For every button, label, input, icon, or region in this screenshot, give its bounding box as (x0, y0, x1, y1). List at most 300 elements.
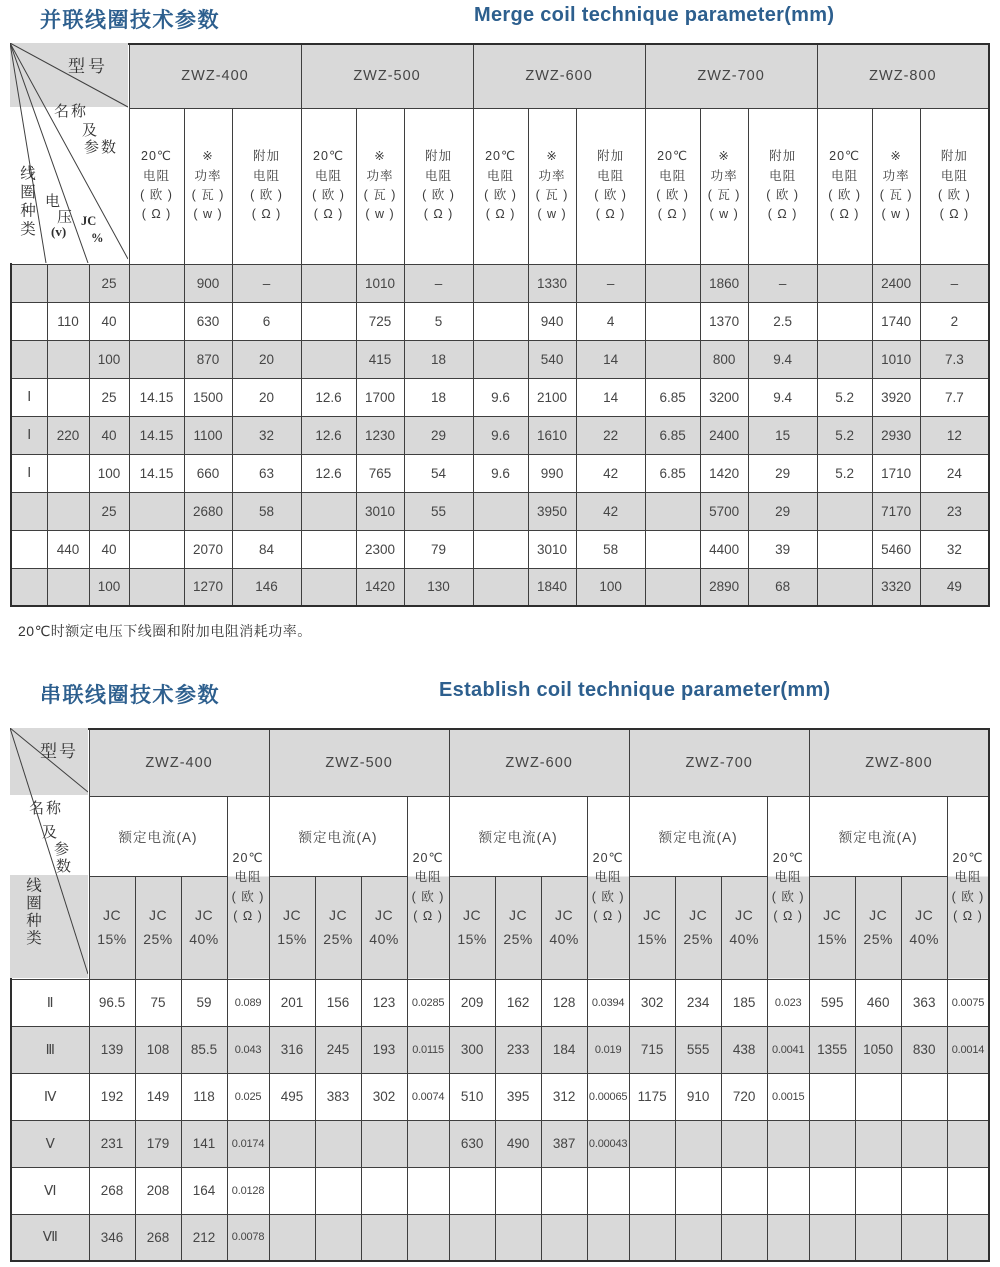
current-value-cell (809, 1214, 855, 1261)
jc-header-line: JC (102, 906, 122, 923)
value-cell (473, 340, 528, 378)
jc-header-line: 15% (637, 930, 667, 947)
value-cell: – (404, 264, 473, 302)
jc-header-line: JC (194, 906, 214, 923)
param-header-line: ( 欧 ) (766, 188, 799, 202)
current-value-cell: 1050 (855, 1026, 901, 1073)
coil-kind-cell: Ⅲ (11, 1026, 89, 1073)
current-value-cell (901, 1214, 947, 1261)
value-cell: 2100 (528, 378, 576, 416)
jc-header-line: JC (643, 906, 662, 923)
current-value-cell: 85.5 (181, 1026, 227, 1073)
current-value-cell: 139 (89, 1026, 135, 1073)
resistance-value-cell: 0.00043 (587, 1120, 629, 1167)
jc-header (89, 876, 135, 979)
table-row (11, 378, 989, 416)
value-cell: 12.6 (301, 454, 356, 492)
resistance-header-line: 电阻 (414, 870, 442, 885)
corner-label-model: 型号 (68, 57, 108, 76)
current-value-cell: 193 (361, 1026, 407, 1073)
param-header (473, 108, 528, 264)
jc-percent-cell: 100 (89, 454, 129, 492)
current-value-cell (855, 1167, 901, 1214)
table-row (11, 1026, 989, 1073)
value-cell: 2300 (356, 530, 404, 568)
current-value-cell: 715 (629, 1026, 675, 1073)
rated-current-header: 额定电流(A) (89, 796, 227, 876)
corner-label-model: 型号 (40, 742, 78, 761)
resistance-value-cell (767, 1120, 809, 1167)
value-cell (301, 302, 356, 340)
current-value-cell (541, 1167, 587, 1214)
jc-header-line: 40% (369, 930, 399, 947)
value-cell: – (576, 264, 645, 302)
value-cell (817, 492, 872, 530)
current-value-cell: 123 (361, 979, 407, 1026)
value-cell: 9.6 (473, 454, 528, 492)
value-cell (473, 530, 528, 568)
current-value-cell: 346 (89, 1214, 135, 1261)
value-cell: 415 (356, 340, 404, 378)
param-header (872, 108, 920, 264)
value-cell (473, 302, 528, 340)
param-header (920, 108, 989, 264)
value-cell: 32 (232, 416, 301, 454)
value-cell: 660 (184, 454, 232, 492)
resistance-header-line: ( Ω ) (773, 908, 803, 923)
current-value-cell: 302 (361, 1073, 407, 1120)
resistance-value-cell: 0.0074 (407, 1073, 449, 1120)
coil-kind-cell (11, 492, 47, 530)
param-header-line: ( Ω ) (657, 207, 688, 222)
table2-body (11, 979, 989, 1261)
table2-title-en: Establish coil technique parameter(mm) (439, 679, 831, 701)
value-cell: 2.5 (748, 302, 817, 340)
value-cell: 20 (232, 340, 301, 378)
model-header-ZWZ-700: ZWZ-700 (629, 729, 809, 796)
param-header-line: ※ (890, 149, 902, 164)
current-value-cell: 212 (181, 1214, 227, 1261)
current-value-cell (855, 1214, 901, 1261)
jc-percent-cell: 25 (89, 264, 129, 302)
value-cell: 3920 (872, 378, 920, 416)
current-value-cell: 630 (449, 1120, 495, 1167)
current-value-cell (629, 1167, 675, 1214)
current-value-cell (809, 1120, 855, 1167)
current-value-cell: 162 (495, 979, 541, 1026)
jc-row (11, 876, 989, 979)
current-value-cell (901, 1167, 947, 1214)
current-value-cell: 268 (135, 1214, 181, 1261)
current-value-cell (675, 1167, 721, 1214)
current-value-cell: 179 (135, 1120, 181, 1167)
value-cell: 6.85 (645, 416, 700, 454)
current-value-cell: 495 (269, 1073, 315, 1120)
param-header-line: 电阻 (253, 168, 281, 183)
table2-title-zh: 串联线圈技术参数 (40, 684, 220, 707)
jc-header (181, 876, 227, 979)
resistance-header (587, 796, 629, 979)
resistance-header-line: ( 欧 ) (411, 889, 445, 904)
jc-header (901, 876, 947, 979)
coil-kind-cell: Ⅱ (11, 979, 89, 1026)
current-value-cell (361, 1214, 407, 1261)
current-value-cell (495, 1167, 541, 1214)
param-header-line: ( 瓦 ) (535, 188, 569, 202)
current-value-cell: 156 (315, 979, 361, 1026)
value-cell: 1100 (184, 416, 232, 454)
value-cell: – (920, 264, 989, 302)
corner-label-voltage-2: 压 (57, 209, 73, 226)
current-value-cell (361, 1167, 407, 1214)
current-value-cell: 395 (495, 1073, 541, 1120)
corner-label-name: 名称 (29, 800, 64, 817)
param-header-line: 附加 (940, 149, 968, 164)
table1-corner-header (10, 43, 128, 263)
resistance-value-cell: 0.023 (767, 979, 809, 1026)
resistance-header-line: 20℃ (232, 850, 264, 865)
current-value-cell (315, 1167, 361, 1214)
param-header-line: 功率 (538, 168, 566, 183)
param-header-line: ( 瓦 ) (707, 188, 741, 202)
param-header (576, 108, 645, 264)
jc-percent-cell: 40 (89, 416, 129, 454)
param-header-line: 电阻 (315, 168, 343, 183)
model-header-ZWZ-600: ZWZ-600 (473, 44, 645, 108)
model-row (11, 44, 989, 108)
jc-header-line: JC (869, 906, 888, 923)
current-value-cell (495, 1214, 541, 1261)
value-cell (645, 530, 700, 568)
current-value-cell (315, 1214, 361, 1261)
value-cell: 1010 (872, 340, 920, 378)
param-header-line: ( 欧 ) (656, 188, 689, 202)
coil-kind-cell: Ⅰ (11, 454, 47, 492)
value-cell (301, 264, 356, 302)
jc-header-line: JC (509, 906, 528, 923)
resistance-value-cell: 0.043 (227, 1026, 269, 1073)
value-cell (817, 568, 872, 606)
jc-header-line: JC (282, 906, 302, 923)
current-value-cell (629, 1214, 675, 1261)
jc-header-line: 40% (909, 930, 939, 947)
jc-header (855, 876, 901, 979)
current-value-cell: 316 (269, 1026, 315, 1073)
value-cell: 24 (920, 454, 989, 492)
value-cell: 23 (920, 492, 989, 530)
param-header-line: ( Ω ) (423, 207, 454, 222)
value-cell: 2070 (184, 530, 232, 568)
value-cell (301, 568, 356, 606)
corner-label-and: 及 (42, 824, 58, 841)
param-header (748, 108, 817, 264)
param-header-line: 电阻 (831, 168, 859, 183)
jc-header (541, 876, 587, 979)
jc-header-line: 15% (97, 930, 127, 947)
resistance-header-line: ( Ω ) (233, 908, 263, 923)
resistance-header-line: 20℃ (952, 850, 984, 865)
param-header-line: ※ (546, 149, 558, 164)
jc-header-line: 25% (683, 930, 713, 947)
current-value-cell (675, 1214, 721, 1261)
param-header-line: ( Ω ) (251, 207, 282, 222)
voltage-cell (47, 454, 89, 492)
table1-footnote: 20℃时额定电压下线圈和附加电阻消耗功率。 (18, 623, 312, 639)
current-value-cell (269, 1214, 315, 1261)
value-cell: 1860 (700, 264, 748, 302)
current-value-cell (855, 1073, 901, 1120)
current-value-cell: 460 (855, 979, 901, 1026)
value-cell (645, 264, 700, 302)
current-value-cell (675, 1120, 721, 1167)
resistance-header-line: 20℃ (412, 850, 444, 865)
current-value-cell: 192 (89, 1073, 135, 1120)
resistance-value-cell: 0.0285 (407, 979, 449, 1026)
param-header-line: 电阻 (659, 168, 687, 183)
value-cell: 1840 (528, 568, 576, 606)
resistance-value-cell (947, 1167, 989, 1214)
current-value-cell: 209 (449, 979, 495, 1026)
value-cell: 800 (700, 340, 748, 378)
param-header-line: 附加 (425, 149, 453, 164)
corner-label-and: 及 (82, 122, 98, 139)
resistance-value-cell (407, 1167, 449, 1214)
table-row (11, 1167, 989, 1214)
resistance-header-line: ( Ω ) (593, 908, 623, 923)
resistance-value-cell (947, 1120, 989, 1167)
jc-header-line: 40% (729, 930, 759, 947)
jc-header-line: 40% (189, 930, 219, 947)
value-cell: 20 (232, 378, 301, 416)
value-cell: 2930 (872, 416, 920, 454)
current-value-cell: 720 (721, 1073, 767, 1120)
resistance-value-cell: 0.0128 (227, 1167, 269, 1214)
value-cell: 1740 (872, 302, 920, 340)
current-value-cell: 96.5 (89, 979, 135, 1026)
current-value-cell: 830 (901, 1026, 947, 1073)
param-header-line: 电阻 (597, 168, 625, 183)
table-row (11, 568, 989, 606)
value-cell: 39 (748, 530, 817, 568)
corner-label-param-1: 参 (54, 841, 70, 858)
value-cell: 9.4 (748, 340, 817, 378)
param-header-line: ( 欧 ) (828, 188, 862, 202)
param-header-line: ( w ) (365, 207, 395, 222)
value-cell (129, 302, 184, 340)
value-cell: 68 (748, 568, 817, 606)
jc-header (721, 876, 767, 979)
current-value-cell (541, 1214, 587, 1261)
current-value-cell (269, 1167, 315, 1214)
coil-kind-cell: Ⅰ (11, 378, 47, 416)
current-value-cell: 1175 (629, 1073, 675, 1120)
value-cell: 5.2 (817, 454, 872, 492)
voltage-cell (47, 492, 89, 530)
coil-kind-cell (11, 340, 47, 378)
jc-percent-cell: 40 (89, 530, 129, 568)
value-cell: 1230 (356, 416, 404, 454)
value-cell (473, 264, 528, 302)
current-value-cell: 208 (135, 1167, 181, 1214)
resistance-header-line: ( 欧 ) (951, 889, 985, 904)
value-cell: 14 (576, 340, 645, 378)
corner-label-jc: JC (81, 214, 97, 228)
value-cell: 3320 (872, 568, 920, 606)
param-header-line: 功率 (194, 168, 222, 183)
jc-header-line: 25% (503, 930, 533, 947)
param-header-line: ( Ω ) (767, 207, 798, 222)
current-value-cell: 383 (315, 1073, 361, 1120)
value-cell: 900 (184, 264, 232, 302)
value-cell: 1500 (184, 378, 232, 416)
resistance-header (407, 796, 449, 979)
current-value-cell: 490 (495, 1120, 541, 1167)
resistance-value-cell: 0.089 (227, 979, 269, 1026)
resistance-header-line: ( 欧 ) (231, 889, 265, 904)
resistance-value-cell: 0.0041 (767, 1026, 809, 1073)
param-header-line: ( w ) (881, 207, 911, 222)
jc-percent-cell: 25 (89, 492, 129, 530)
jc-header-line: 15% (457, 930, 487, 947)
param-header-line: ( 欧 ) (937, 188, 971, 202)
model-header-ZWZ-800: ZWZ-800 (809, 729, 989, 796)
param-header (528, 108, 576, 264)
param-header-line: 20℃ (657, 149, 689, 164)
value-cell: 1420 (700, 454, 748, 492)
table1-title-zh: 并联线圈技术参数 (40, 9, 220, 32)
current-value-cell (809, 1073, 855, 1120)
current-value-cell (809, 1167, 855, 1214)
value-cell: 9.6 (473, 378, 528, 416)
table-row (11, 340, 989, 378)
table-row (11, 1214, 989, 1261)
value-cell: 4 (576, 302, 645, 340)
param-header-line: 20℃ (141, 149, 172, 164)
param-header-line: ( Ω ) (595, 207, 626, 222)
value-cell: 79 (404, 530, 473, 568)
param-header-line: ( 瓦 ) (363, 188, 397, 202)
value-cell: 42 (576, 492, 645, 530)
resistance-header-line: 电阻 (594, 870, 622, 885)
jc-header (449, 876, 495, 979)
value-cell (473, 568, 528, 606)
coil-kind-cell: Ⅵ (11, 1167, 89, 1214)
value-cell: 130 (404, 568, 473, 606)
jc-header (135, 876, 181, 979)
jc-header-line: JC (689, 906, 708, 923)
corner-label-jc-percent: % (91, 231, 104, 245)
value-cell: – (748, 264, 817, 302)
param-header-line: ( Ω ) (939, 207, 970, 222)
current-value-cell: 59 (181, 979, 227, 1026)
value-cell: 63 (232, 454, 301, 492)
current-value-cell: 75 (135, 979, 181, 1026)
current-value-cell: 141 (181, 1120, 227, 1167)
table-row (11, 264, 989, 302)
current-value-cell: 555 (675, 1026, 721, 1073)
resistance-header-line: 电阻 (954, 870, 982, 885)
value-cell: 9.6 (473, 416, 528, 454)
param-header-line: ※ (374, 149, 386, 164)
resistance-value-cell (767, 1214, 809, 1261)
resistance-header (227, 796, 269, 979)
table2-head (11, 729, 989, 979)
param-header-line: 电阻 (425, 168, 453, 183)
param-header (817, 108, 872, 264)
param-header-line: ( 欧 ) (140, 188, 173, 202)
corner-label-coil-kind: 线圈种类 (18, 165, 35, 239)
current-value-cell: 910 (675, 1073, 721, 1120)
value-cell (129, 568, 184, 606)
param-header (404, 108, 473, 264)
current-value-cell (449, 1167, 495, 1214)
current-value-cell (901, 1073, 947, 1120)
value-cell: 7.7 (920, 378, 989, 416)
corner-label-param-2: 数 (56, 858, 72, 875)
param-header (129, 108, 184, 264)
value-cell: 58 (232, 492, 301, 530)
resistance-value-cell: 0.019 (587, 1026, 629, 1073)
table-row (11, 454, 989, 492)
jc-header-line: JC (148, 906, 168, 923)
current-value-cell: 438 (721, 1026, 767, 1073)
param-header-line: ( 欧 ) (484, 188, 517, 202)
value-cell: 32 (920, 530, 989, 568)
table1-head (11, 44, 989, 264)
param-header-row (11, 108, 989, 264)
value-cell: 5700 (700, 492, 748, 530)
table-row (11, 1120, 989, 1167)
value-cell: 2400 (872, 264, 920, 302)
param-header (301, 108, 356, 264)
rated-current-header: 额定电流(A) (629, 796, 767, 876)
param-header (356, 108, 404, 264)
current-value-cell: 185 (721, 979, 767, 1026)
value-cell: – (232, 264, 301, 302)
param-header-line: 功率 (710, 168, 738, 183)
jc-header-line: JC (374, 906, 394, 923)
current-value-cell (721, 1120, 767, 1167)
value-cell: 5.2 (817, 416, 872, 454)
value-cell: 4400 (700, 530, 748, 568)
voltage-cell (47, 568, 89, 606)
model-header-ZWZ-500: ZWZ-500 (301, 44, 473, 108)
value-cell: 3010 (356, 492, 404, 530)
param-header-line: ( 欧 ) (312, 188, 345, 202)
corner-label-voltage-1: 电 (45, 193, 61, 210)
param-header (232, 108, 301, 264)
table-row (11, 979, 989, 1026)
value-cell: 54 (404, 454, 473, 492)
param-header-line: 附加 (769, 149, 797, 164)
value-cell (645, 568, 700, 606)
table-row (11, 1073, 989, 1120)
value-cell: 630 (184, 302, 232, 340)
jc-header-line: 40% (549, 930, 579, 947)
model-header-ZWZ-600: ZWZ-600 (449, 729, 629, 796)
jc-header-line: 25% (863, 930, 893, 947)
jc-header-line: 15% (277, 930, 307, 947)
jc-header-line: 25% (323, 930, 353, 947)
value-cell (301, 492, 356, 530)
value-cell (645, 492, 700, 530)
resistance-header-line: 电阻 (774, 870, 802, 885)
current-value-cell: 184 (541, 1026, 587, 1073)
current-value-cell: 595 (809, 979, 855, 1026)
current-value-cell (721, 1167, 767, 1214)
voltage-cell: 220 (47, 416, 89, 454)
value-cell (129, 492, 184, 530)
